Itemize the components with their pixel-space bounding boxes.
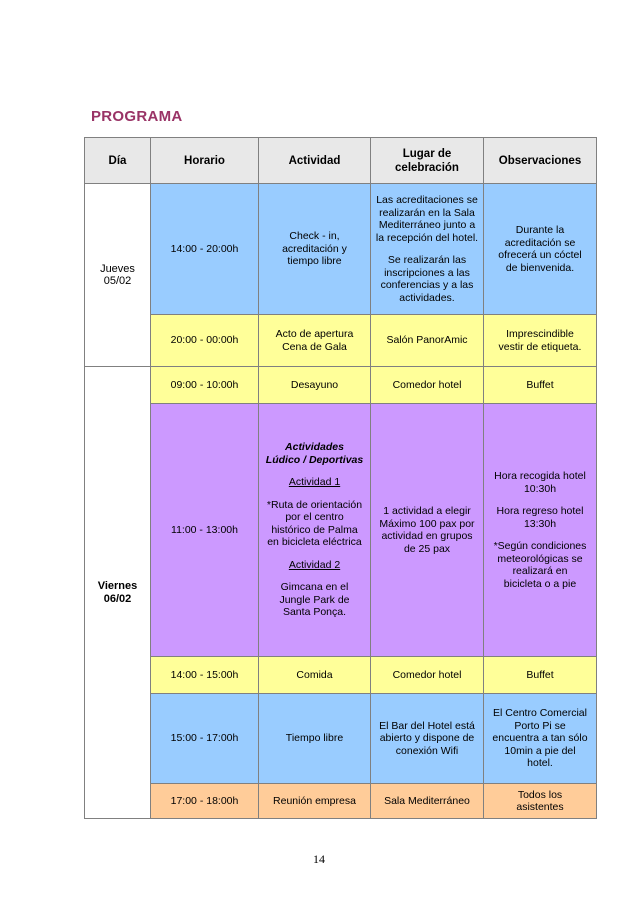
header-dia: Día (85, 138, 151, 184)
observaciones-cell: Durante la acreditación se ofrecerá un cóctel de bienvenida. (484, 184, 597, 315)
horario-cell: 15:00 - 17:00h (151, 694, 259, 784)
day-date: 05/02 (103, 275, 132, 287)
lugar-cell: 1 actividad a elegir Máximo 100 pax por actividad en grupos de 25 pax (371, 404, 484, 657)
actividad-cell: Check - in, acreditación y tiempo libre (259, 184, 371, 315)
horario-cell: 11:00 - 13:00h (151, 404, 259, 657)
table-row (85, 367, 597, 404)
table-row (85, 184, 597, 315)
lugar-cell: Comedor hotel (371, 657, 484, 694)
table-row (85, 694, 597, 784)
actividad-cell: Reunión empresa (259, 784, 371, 819)
observaciones-cell: Buffet (484, 657, 597, 694)
actividad-cell: Actividades Lúdico / Deportivas Actividad 1 *Ruta de orientación por el centro histórico de Palma en bicicleta eléctrica Actividad 2 Gimcana en el Jungle Park de Santa Ponça. (259, 404, 371, 657)
lugar-cell: Sala Mediterráneo (371, 784, 484, 819)
horario-cell: 17:00 - 18:00h (151, 784, 259, 819)
observaciones-cell: Imprescindible vestir de etiqueta. (484, 315, 597, 367)
observaciones-cell: Todos los asistentes (484, 784, 597, 819)
header-lugar: Lugar de celebración (371, 138, 484, 184)
horario-cell: 20:00 - 00:00h (151, 315, 259, 367)
program-table (84, 137, 597, 819)
table-row (85, 315, 597, 367)
page-heading: PROGRAMA (91, 108, 183, 125)
table-row (85, 657, 597, 694)
day-date: 06/02 (103, 592, 132, 605)
day-name: Jueves (100, 262, 135, 275)
lugar-cell: El Bar del Hotel está abierto y dispone de conexión Wifi (371, 694, 484, 784)
actividad-cell: Tiempo libre (259, 694, 371, 784)
observaciones-cell: Hora recogida hotel 10:30h Hora regreso hotel 13:30h *Según condiciones meteorológicas se realizará en bicicleta o a pie (484, 404, 597, 657)
page-number: 14 (313, 852, 325, 866)
actividad-cell: Desayuno (259, 367, 371, 404)
lugar-cell: Las acreditaciones se realizarán en la Sala Mediterráneo junto a la recepción del hotel. Se realizarán las inscripciones a las conferencias y a las actividades. (371, 184, 484, 315)
header-actividad: Actividad (259, 138, 371, 184)
table-row (85, 784, 597, 819)
lugar-cell: Comedor hotel (371, 367, 484, 404)
day-cell-jueves (85, 184, 151, 367)
day-name: Viernes (97, 580, 138, 592)
header-observaciones: Observaciones (484, 138, 597, 184)
header-row (85, 138, 597, 184)
actividad-cell: Acto de apertura Cena de Gala (259, 315, 371, 367)
horario-cell: 14:00 - 20:00h (151, 184, 259, 315)
horario-cell: 09:00 - 10:00h (151, 367, 259, 404)
header-horario: Horario (151, 138, 259, 184)
observaciones-cell: Buffet (484, 367, 597, 404)
horario-cell: 14:00 - 15:00h (151, 657, 259, 694)
actividad-cell: Comida (259, 657, 371, 694)
lugar-cell: Salón PanorAmic (371, 315, 484, 367)
observaciones-cell: El Centro Comercial Porto Pi se encuentra a tan sólo 10min a pie del hotel. (484, 694, 597, 784)
day-cell-viernes (85, 367, 151, 819)
table-row (85, 404, 597, 657)
